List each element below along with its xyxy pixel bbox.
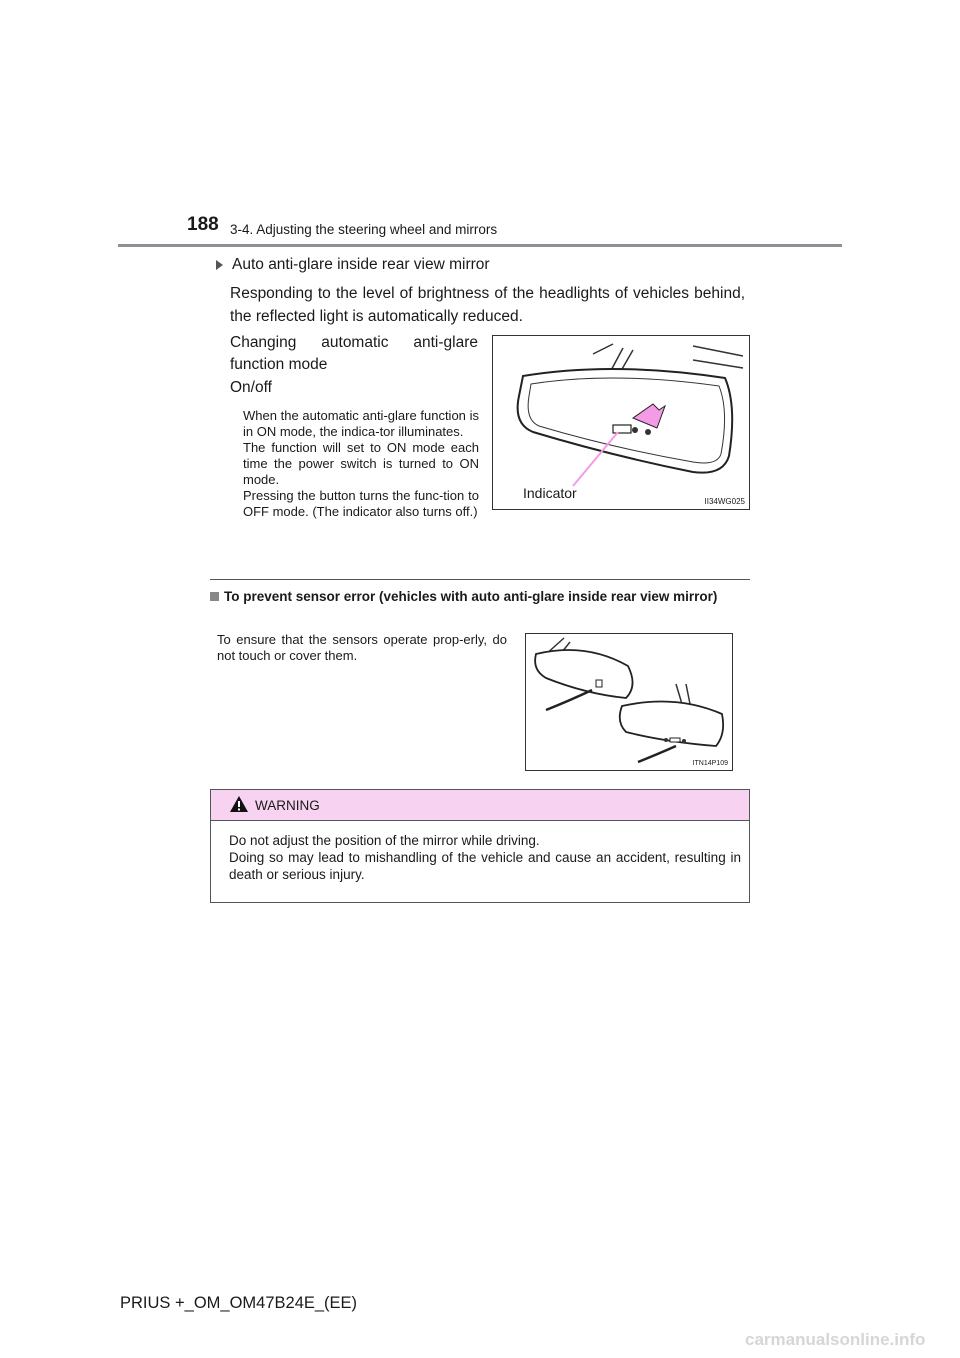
onoff-line: The function will set to ON mode each time the power switch is turned to ON mode. — [243, 440, 479, 487]
warning-title: WARNING — [255, 798, 320, 813]
figure-code: II34WG025 — [704, 497, 745, 506]
sensor-drawing — [526, 634, 732, 770]
warning-line: Doing so may lead to mishandling of the vehicle and cause an accident, resulting in death or serious injury. — [229, 850, 741, 882]
warning-text — [229, 832, 741, 883]
bullet-heading-text: Auto anti-glare inside rear view mirror — [232, 256, 490, 273]
onoff-label: On/off — [230, 379, 272, 396]
onoff-line: When the automatic anti-glare function is in ON mode, the indica-tor illuminates. — [243, 408, 479, 439]
warning-line: Do not adjust the position of the mirror while driving. — [229, 833, 540, 848]
page-number: 188 — [187, 214, 219, 235]
sensor-description: To ensure that the sensors operate prop-erly, do not touch or cover them. — [217, 632, 507, 663]
header-divider — [118, 244, 842, 247]
footer-doc-id: PRIUS +_OM_OM47B24E_(EE) — [120, 1294, 358, 1312]
sensor-heading — [210, 589, 750, 605]
figure-code: ITN14P109 — [692, 760, 728, 767]
mirror-illustration — [492, 335, 750, 510]
onoff-line: Pressing the button turns the func-tion to OFF mode. (The indicator also turns off.) — [243, 488, 479, 519]
sensor-illustration — [525, 633, 733, 771]
watermark: carmanualsonline.info — [745, 1330, 926, 1349]
triangle-bullet-icon — [216, 260, 223, 270]
warning-header — [211, 790, 749, 821]
bullet-heading — [216, 256, 490, 274]
intro-paragraph: Responding to the level of brightness of the headlights of vehicles behind, the reflected light is automatically reduced. — [230, 285, 745, 325]
warning-triangle-icon — [229, 795, 249, 813]
onoff-description — [243, 408, 479, 520]
section-divider — [210, 579, 750, 580]
mirror-drawing — [493, 336, 749, 509]
section-title: 3-4. Adjusting the steering wheel and mirrors — [230, 222, 498, 237]
indicator-label: Indicator — [523, 485, 577, 501]
warning-box — [210, 789, 750, 903]
sensor-heading-text: To prevent sensor error (vehicles with auto anti-glare inside rear view mirror) — [224, 589, 718, 604]
change-mode-title: Changing automatic anti-glare function mode — [230, 334, 478, 373]
square-bullet-icon — [210, 592, 219, 601]
